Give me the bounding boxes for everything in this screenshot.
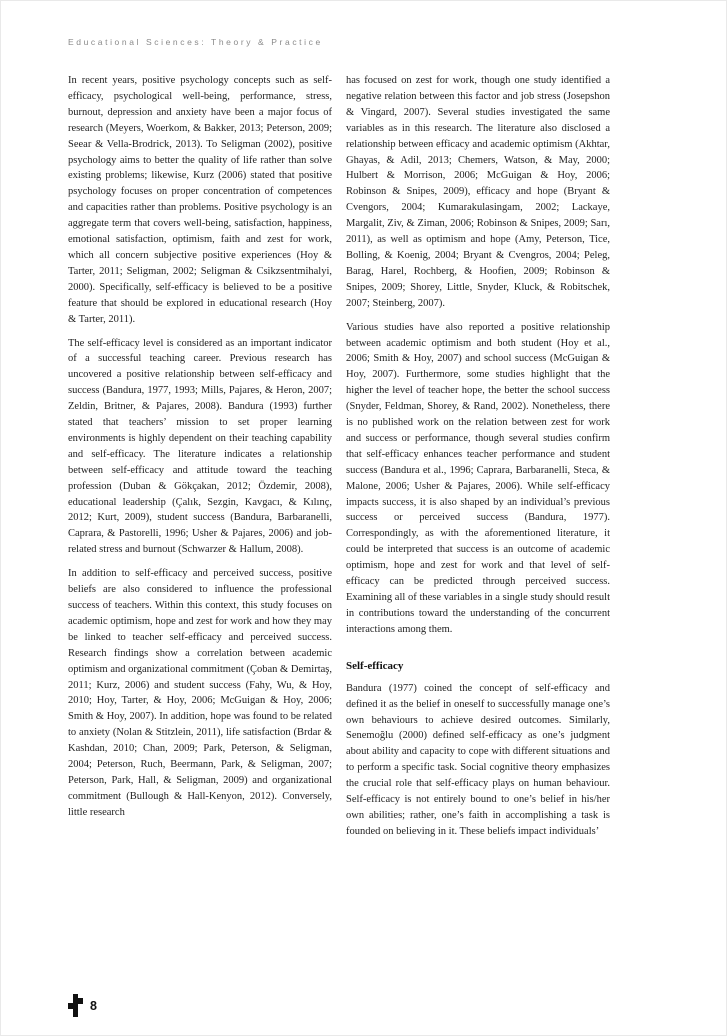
paragraph: has focused on zest for work, though one study identified a negative relation between this factor and job stress (Josepshon & Vingard, 2007). Several studies investigated the same variables as in this research. The literature also disclosed a relationship between efficacy and academic optimism (Akhtar, Ghayas, & Adil, 2013; Chemers, Watson, & May, 2000; Hulbert & Morrison, 2006; McGuigan & Hoy, 2006; Robinson & Snipes, 2009), efficacy and hope (Bryant & Cvengors, 2004; Kumarakulasingam, 2002; Lackaye, Margalit, Ziv, & Ziman, 2006; Robinson & Snipes, 2009; Sarı, 2011), as well as optimism and hope (Amy, Peterson, Tice, Bolling, & Koenig, 2004; Bryant & Cvengros, 2004; Peleg, Barag, Harel, Rochberg, & Hoofien, 2009; Robinson & Snipes, 2009; Shorey, Little, Snyder, Kluck, & Robitschek, 2007; Steinberg, 2007).	[346, 75, 610, 309]
paragraph: The self-efficacy level is considered as an important indicator of a successful teaching career. Previous research has uncovered a positive relationship between self-efficacy and success (Bandura, 1977, 1993; Mills, Pajares, & Heron, 2007; Zeldin, Britner, & Pajares, 2008). Bandura (1993) further stated that teachers’ mission to set proper learning environments is highly dependent on their teaching capability and self-efficacy. The literature indicates a relationship between self-efficacy and attitude toward the teaching profession (Duban & Gökçakan, 2012; Özdemir, 2008), educational leadership (Çalık, Sezgin, Kavgacı, & Kılınç, 2012; Kurt, 2009), student success (Bandura, Barbaranelli, Caprara, & Pastorelli, 1996; Usher & Pajares, 2006) and job-related stress and burnout (Schwarzer & Hallum, 2008).	[68, 337, 332, 556]
paragraph: Various studies have also reported a positive relationship between academic optimism and both student (Hoy et al., 2006; Smith & Hoy, 2007) and school success (McGuigan & Hoy, 2007). Furthermore, some studies highlight that the higher the level of teacher hope, the better the school success (Snyder, Feldman, Shorey, & Rand, 2002). Nonetheless, there is no published work on the relation between zest for work and success or performance, though several studies confirm that self-efficacy enhances teacher performance and student success (Bandura et al., 1996; Caprara, Barbaranelli, Steca, & Malone, 2006; Usher & Pajares, 2006). While self-efficacy impacts success, it is also shaped by an individual’s previous success or perceived success (Bandura, 1977). Correspondingly, as with the aforementioned literature, it could be interpreted that success is an outcome of academic optimism, hope and zest for work and that level of self-efficacy can be predicted through perceived success. Examining all of these variables in a single study should result in contributions toward the understanding of the concurrent interactions among them.	[346, 321, 610, 635]
journal-running-head: Educational Sciences: Theory & Practice	[68, 37, 323, 47]
article-body	[68, 73, 610, 840]
section-heading-self-efficacy: Self-efficacy	[346, 659, 404, 672]
page-footer	[68, 994, 97, 1017]
right-column	[346, 73, 610, 840]
paragraph: In addition to self-efficacy and perceived success, positive beliefs are also considered to influence the professional success of teachers. Within this context, this study focuses on academic optimism, hope and zest for work and how they may be linked to teacher self-efficacy and perceived success. Research findings show a correlation between academic optimism and organizational commitment (Çoban & Demirtaş, 2011; Kurz, 2006) and student success (Fahy, Wu, & Hoy, 2010; Hoy, Tarter, & Hoy, 2006; McGuigan & Hoy, 2006; Smith & Hoy, 2007). In addition, hope was found to be related to anxiety (Nolan & Stitzlein, 2011), life satisfaction (Brdar & Kashdan, 2010; Chan, 2009; Park, Peterson, & Seligman, 2004; Peterson, Ruch, Beermann, Park, & Seligman, 2007; Peterson, Park, Hall, & Seligman, 2009) and organizational commitment (Bullough & Hall-Kenyon, 2012). Conversely, little research	[68, 568, 332, 818]
paragraph: Bandura (1977) coined the concept of self-efficacy and defined it as the belief in oneself to successfully manage one’s own behaviours to achieve desired outcomes. Similarly, Senemoğlu (2000) defined self-efficacy as one’s judgment about ability and capacity to cope with different situations and to perform a specific task. Social cognitive theory emphasizes the crucial role that self-efficacy plays on human behaviour. Self-efficacy is not entirely bound to one’s belief in his/her own abilities; rather, one’s faith in accomplishing a task is founded on believing in it. These beliefs impact individuals’	[346, 682, 610, 837]
page-number: 8	[90, 998, 97, 1013]
left-column	[68, 73, 332, 840]
paragraph: In recent years, positive psychology concepts such as self-efficacy, psychological well-being, performance, stress, burnout, depression and anxiety have been a major focus of research (Meyers, Woerkom, & Bakker, 2013; Peterson, 2009; Seear & Vella-Brodrick, 2013). To Seligman (2002), positive psychology aims to better the quality of life rather than solve existing problems; likewise, Kurz (2006) stated that positive psychology focuses on proper concentration of competences and capacities rather than problems. Positive psychology is an aggregate term that covers well-being, satisfaction, happiness, emotional satisfaction, optimism, faith and zest for work, which all concern subjective positive experiences (Hoy & Tarter, 2011; Seligman, 2002; Seligman & Csikzsentmihalyi, 2000). Specifically, self-efficacy is believed to be a positive feature that should be explored in educational research (Hoy & Tarter, 2011).	[68, 75, 332, 325]
journal-logo-icon	[68, 994, 83, 1017]
